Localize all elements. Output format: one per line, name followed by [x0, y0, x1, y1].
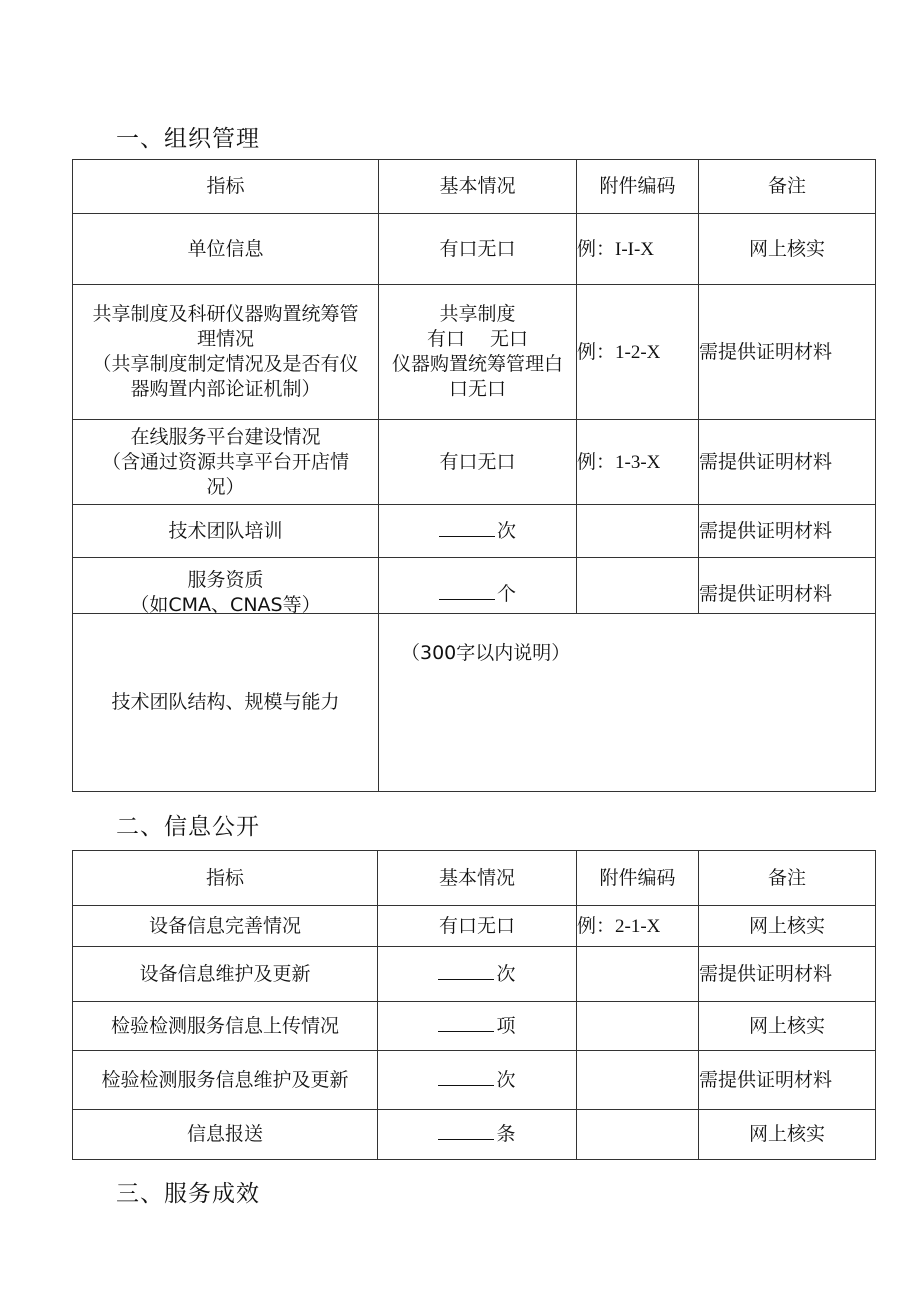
remark-cell: 网上核实 [699, 906, 876, 947]
info-disclosure-table [72, 850, 876, 1160]
table-row [73, 505, 876, 558]
indicator-cell: 信息报送 [73, 1110, 378, 1160]
indicator-cell: 技术团队培训 [73, 505, 379, 558]
description-row [73, 614, 876, 792]
fill-blank[interactable] [438, 1069, 494, 1086]
fill-blank[interactable] [439, 583, 495, 600]
attachment-code: 例：I-I-X [577, 214, 699, 285]
description-hint: （300字以内说明） [401, 642, 571, 664]
basic-cell: 个 [379, 558, 577, 614]
attachment-code [577, 505, 699, 558]
table-row [73, 1110, 876, 1160]
attachment-code [577, 1051, 699, 1110]
remark-cell: 网上核实 [699, 1110, 876, 1160]
remark-cell: 网上核实 [699, 1002, 876, 1051]
remark-cell: 需提供证明材料 [699, 420, 876, 505]
indicator-cell: 在线服务平台建设情况 （含通过资源共享平台开店情 况） [73, 420, 379, 505]
remark-cell: 需提供证明材料 [699, 1051, 876, 1110]
section-title-service-results: 三、服务成效 [116, 1181, 260, 1207]
basic-cell: 有口无口 [379, 420, 577, 505]
table-row [73, 420, 876, 505]
table-row [73, 558, 876, 614]
basic-cell: 次 [378, 1051, 577, 1110]
basic-cell: 次 [378, 947, 577, 1002]
description-input[interactable] [379, 614, 876, 792]
basic-cell: 共享制度 有口 无口 仪器购置统筹管理白 口无口 [379, 285, 577, 420]
table-row [73, 1002, 876, 1051]
basic-cell: 有口无口 [379, 214, 577, 285]
header-remark: 备注 [699, 160, 876, 214]
table-header-row [73, 160, 876, 214]
indicator-cell: 共享制度及科研仪器购置统筹管 理情况 （共享制度制定情况及是否有仪 器购置内部论证机制） [73, 285, 379, 420]
indicator-cell: 设备信息完善情况 [73, 906, 378, 947]
section-title-info-disclosure: 二、信息公开 [116, 814, 260, 840]
header-basic: 基本情况 [378, 851, 577, 906]
remark-cell: 需提供证明材料 [699, 505, 876, 558]
remark-cell: 需提供证明材料 [699, 285, 876, 420]
basic-cell: 条 [378, 1110, 577, 1160]
fill-blank[interactable] [438, 963, 494, 980]
attachment-code [577, 1110, 699, 1160]
indicator-cell: 技术团队结构、规模与能力 [73, 614, 379, 792]
header-attachment: 附件编码 [577, 851, 699, 906]
section-title-organization: 一、组织管理 [116, 126, 260, 152]
header-attachment: 附件编码 [577, 160, 699, 214]
attachment-code [577, 947, 699, 1002]
table-row [73, 285, 876, 420]
attachment-code [577, 558, 699, 614]
table-row [73, 214, 876, 285]
table-row [73, 947, 876, 1002]
indicator-cell: 服务资质 （如CMA、CNAS等） [73, 558, 379, 614]
remark-cell: 网上核实 [699, 214, 876, 285]
header-indicator: 指标 [73, 160, 379, 214]
header-remark: 备注 [699, 851, 876, 906]
attachment-code [577, 1002, 699, 1051]
organization-table [72, 159, 876, 792]
fill-blank[interactable] [439, 520, 495, 537]
header-indicator: 指标 [73, 851, 378, 906]
basic-cell: 项 [378, 1002, 577, 1051]
indicator-cell: 检验检测服务信息上传情况 [73, 1002, 378, 1051]
header-basic: 基本情况 [379, 160, 577, 214]
basic-cell: 有口无口 [378, 906, 577, 947]
remark-cell: 需提供证明材料 [699, 558, 876, 614]
basic-cell: 次 [379, 505, 577, 558]
attachment-code: 例：1-2-X [577, 285, 699, 420]
indicator-cell: 单位信息 [73, 214, 379, 285]
indicator-cell: 检验检测服务信息维护及更新 [73, 1051, 378, 1110]
table-header-row [73, 851, 876, 906]
fill-blank[interactable] [438, 1123, 494, 1140]
attachment-code: 例：2-1-X [577, 906, 699, 947]
attachment-code: 例：1-3-X [577, 420, 699, 505]
indicator-cell: 设备信息维护及更新 [73, 947, 378, 1002]
table-row [73, 906, 876, 947]
table-row [73, 1051, 876, 1110]
remark-cell: 需提供证明材料 [699, 947, 876, 1002]
fill-blank[interactable] [438, 1015, 494, 1032]
